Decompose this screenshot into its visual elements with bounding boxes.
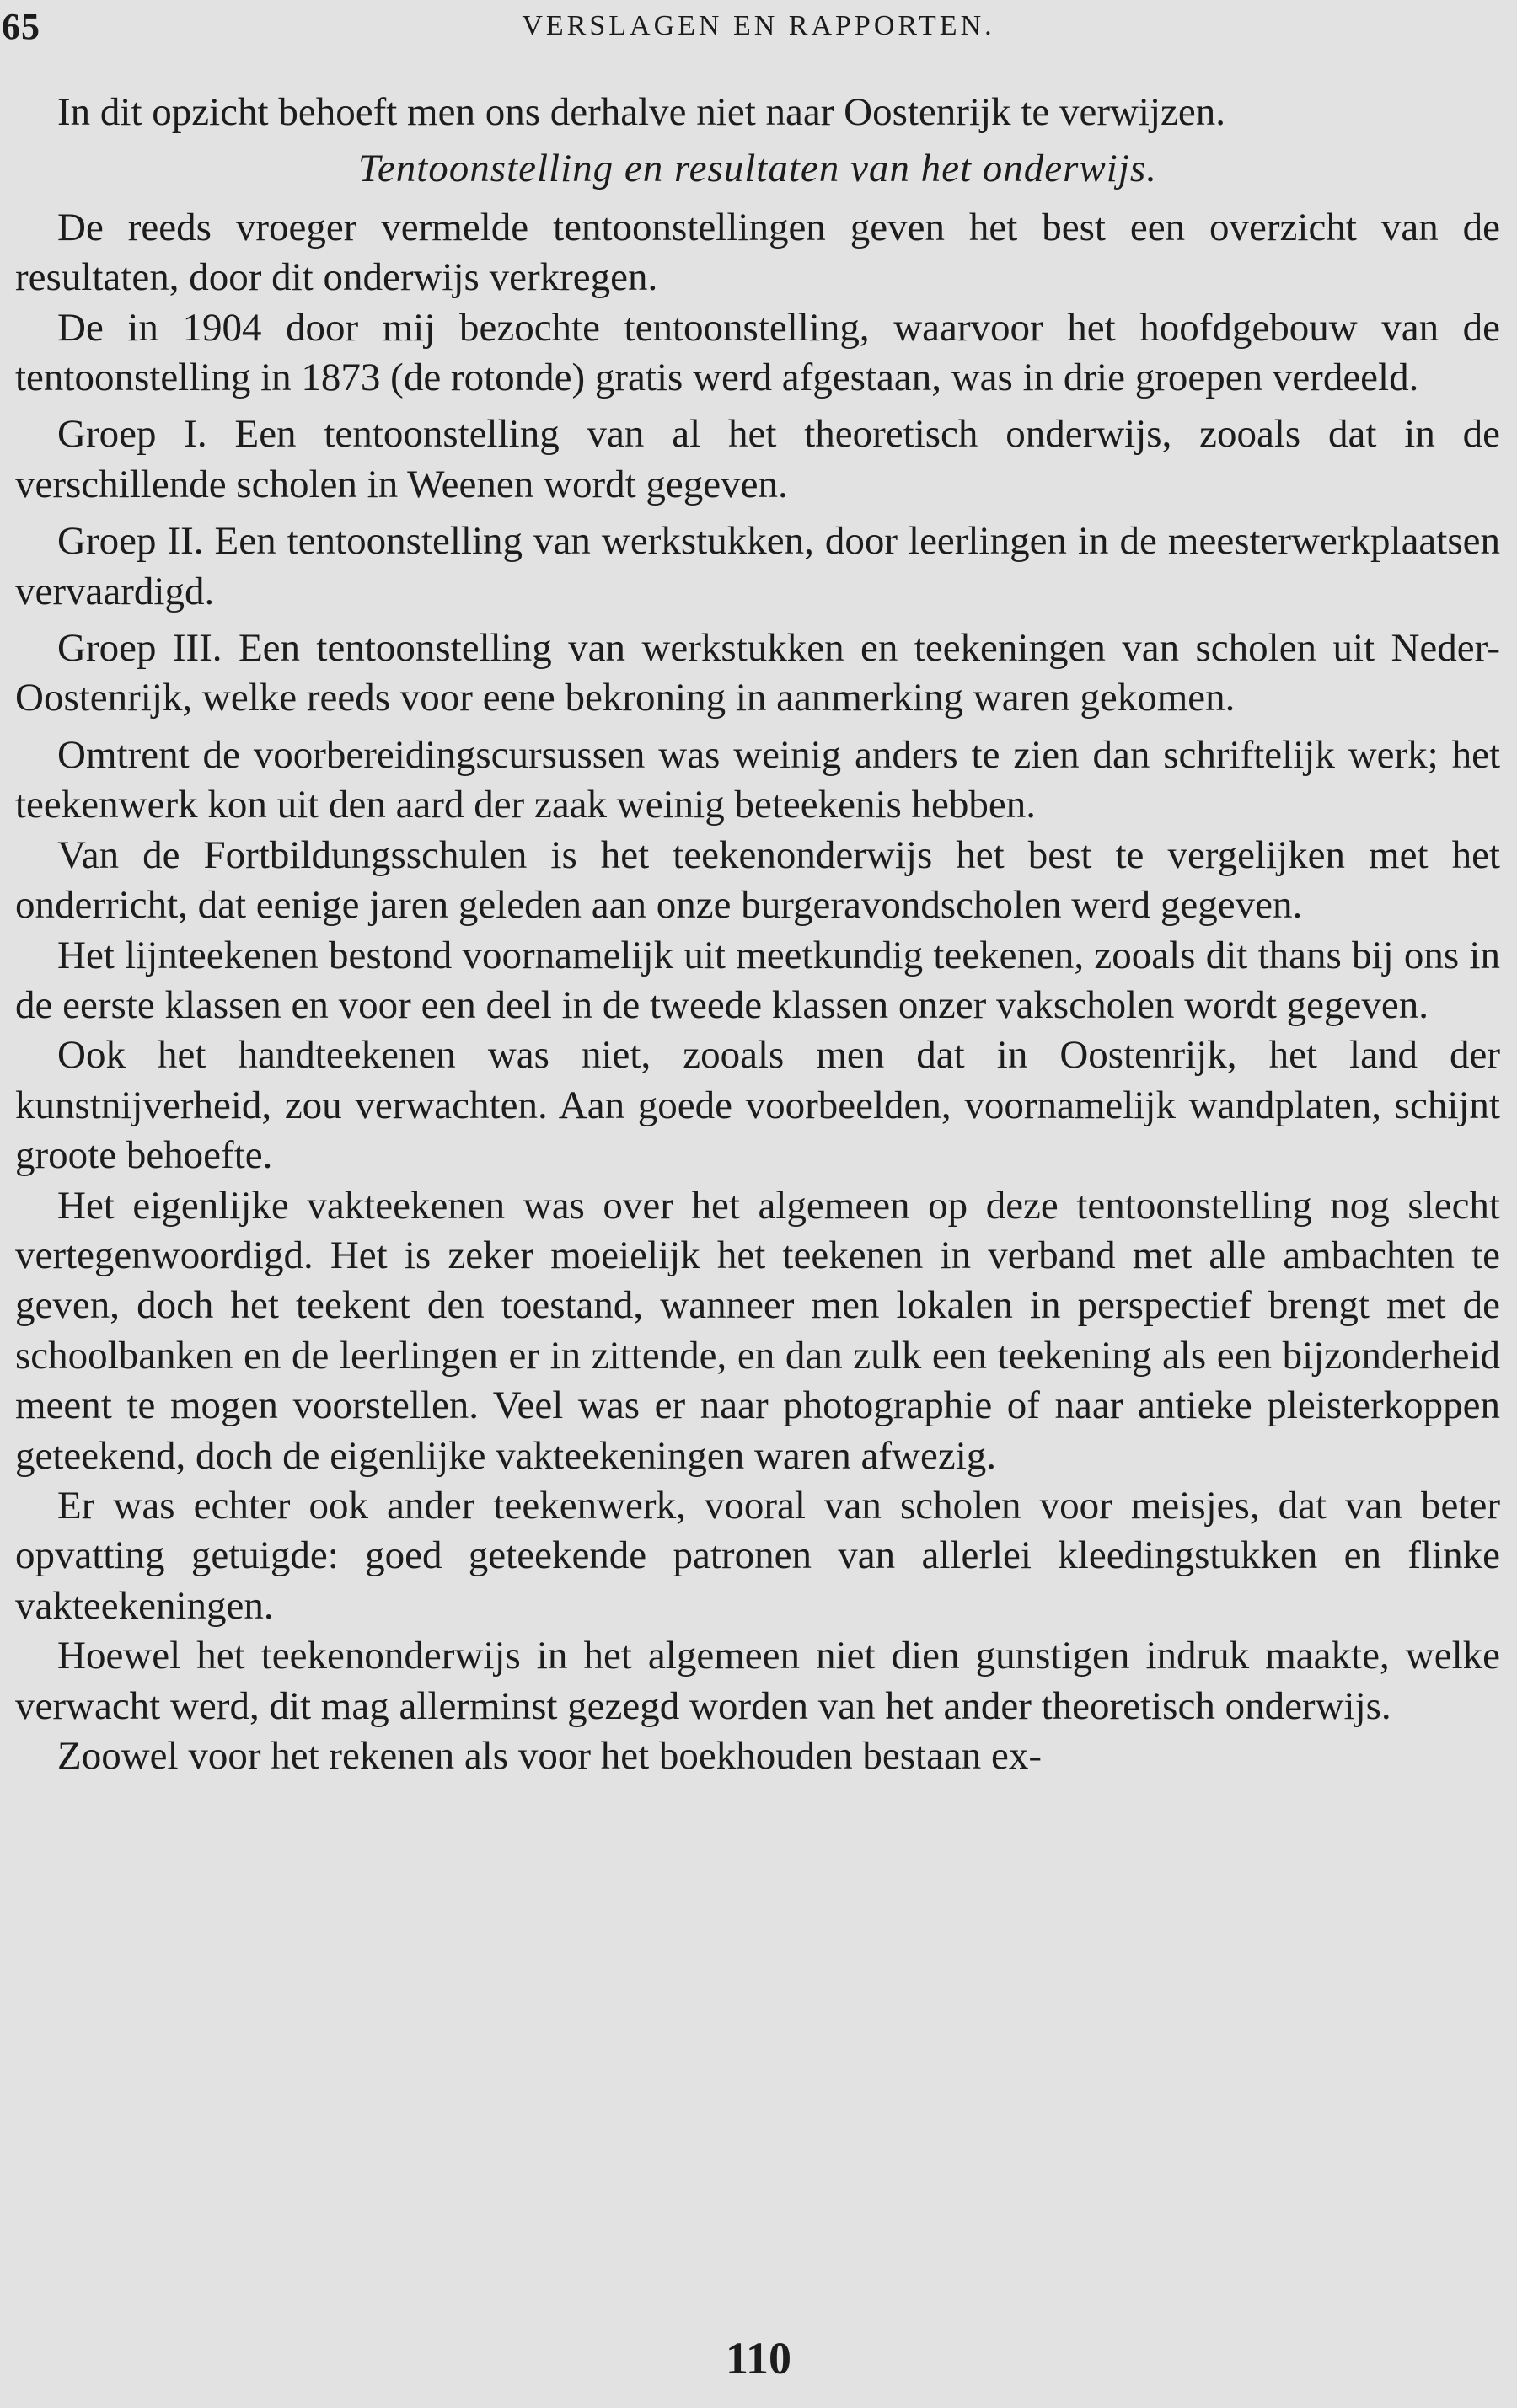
paragraph: In dit opzicht behoeft men ons derhalve niet naar Oostenrijk te verwijzen. <box>57 90 1226 134</box>
running-title: VERSLAGEN EN RAPPORTEN. <box>522 10 995 41</box>
section-heading: Tentoonstelling en resultaten van het onderwijs. <box>358 147 1157 191</box>
paragraph: Het lijnteekenen bestond voornamelijk uit meetkundig teekenen, zooals dit thans bij ons in de eerste klassen en voor een deel in de tweede klassen onzer vakscholen wordt gegeven. <box>15 933 1500 1027</box>
paragraph: Het eigenlijke vakteekenen was over het algemeen op deze tentoonstelling nog slecht vertegenwoordigd. Het is zeker moeielijk het teekenen in verband met alle ambachten te geven, doch het teekent den toestand, wanneer men lokalen in perspectief brengt met de schoolbanken en de leerlingen er in zittende, en dan zulk een teekening als een bijzonderheid meent te mogen voorstellen. Veel was er naar photographie of naar antieke pleisterkoppen geteekend, doch de eigenlijke vakteekeningen waren afwezig. <box>15 1183 1500 1478</box>
body-text <box>15 88 1500 1781</box>
paragraph: De reeds vroeger vermelde tentoonstellingen geven het best een overzicht van de resultaten, door dit onderwijs verkregen. <box>15 205 1500 300</box>
paragraph: De in 1904 door mij bezochte tentoonstelling, waarvoor het hoofdgebouw van de tentoonstelling in 1873 (de rotonde) gratis werd afgestaan, was in drie groepen verdeeld. <box>15 305 1500 400</box>
footer-page-number: 110 <box>725 2333 792 2384</box>
paragraph: Ook het handteekenen was niet, zooals men dat in Oostenrijk, het land der kunstnijverheid, zou verwachten. Aan goede voorbeelden, voornamelijk wandplaten, schijnt groote behoefte. <box>15 1033 1500 1178</box>
paragraph: Omtrent de voorbereidingscursussen was weinig anders te zien dan schriftelijk werk; het teekenwerk kon uit den aard der zaak weinig beteekenis hebben. <box>15 732 1500 827</box>
paragraph: Hoewel het teekenonderwijs in het algemeen niet dien gunstigen indruk maakte, welke verwacht werd, dit mag allerminst gezegd worden van het ander theoretisch onderwijs. <box>15 1634 1500 1728</box>
paragraph-groep-3: Groep III. Een tentoonstelling van werkstukken en teekeningen van scholen uit Neder-Oostenrijk, welke reeds voor eene bekroning in aanmerking waren gekomen. <box>15 626 1500 720</box>
paragraph-groep-2: Groep II. Een tentoonstelling van werkstukken, door leerlingen in de meesterwerkplaatsen vervaardigd. <box>15 519 1500 613</box>
paragraph: Er was echter ook ander teekenwerk, vooral van scholen voor meisjes, dat van beter opvatting getuigde: goed geteekende patronen van allerlei kleedingstukken en flinke vakteekeningen. <box>15 1483 1500 1628</box>
paragraph: Zoowel voor het rekenen als voor het boekhouden bestaan ex- <box>57 1734 1043 1778</box>
paragraph: Van de Fortbildungsschulen is het teekenonderwijs het best te vergelijken met het onderricht, dat eenige jaren geleden aan onze burgeravondscholen werd gegeven. <box>15 832 1500 928</box>
paragraph-groep-1: Groep I. Een tentoonstelling van al het theoretisch onderwijs, zooals dat in de verschillende scholen in Weenen wordt gegeven. <box>15 412 1500 506</box>
header-page-number: 65 <box>2 6 40 47</box>
page-header <box>0 5 1517 47</box>
